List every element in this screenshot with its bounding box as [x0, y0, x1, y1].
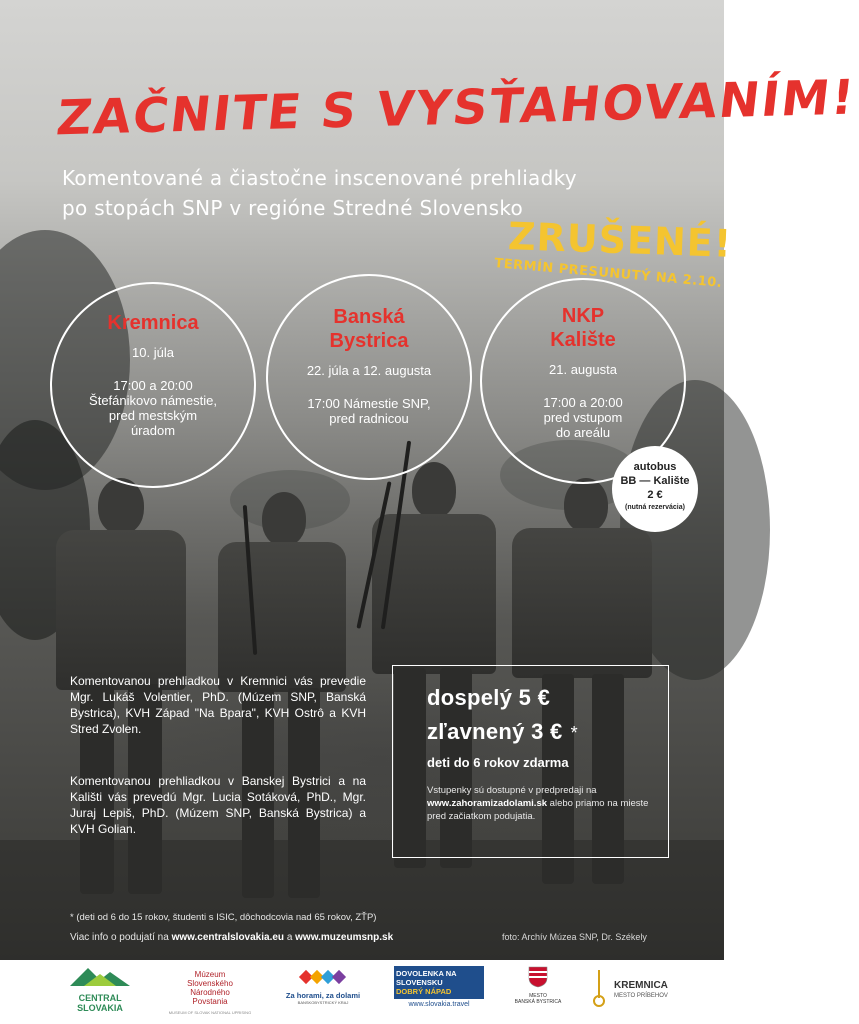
more-info-text: Viac info o podujatí na — [70, 932, 169, 943]
bus-price: 2 € — [647, 489, 663, 501]
logo-dovolenka-url: www.slovakia.travel — [408, 1001, 470, 1008]
logo-dovolenka-1: DOVOLENKA NA — [396, 969, 457, 978]
event-city: NKP — [561, 305, 605, 327]
logo-museum-en: MUSEUM OF SLOVAK NATIONAL UPRISING — [168, 1010, 252, 1015]
logo-mesto-1: MESTO — [529, 993, 547, 999]
subtitle — [62, 163, 702, 223]
subtitle-line-1: Komentované a čiastočne inscenované prehliadky — [62, 166, 577, 190]
logo-museum-4: Povstania — [192, 997, 228, 1006]
coat-of-arms-icon — [528, 966, 548, 988]
event-city: Kremnica — [107, 312, 199, 334]
price-box — [392, 665, 669, 858]
event-circle-banska-bystrica — [266, 274, 472, 480]
mountains-icon — [70, 966, 130, 986]
logo-bar — [0, 960, 724, 1024]
logo-kremnica-2: MESTO PRÍBEHOV — [614, 993, 668, 999]
more-info-and: a — [286, 932, 293, 943]
logo-kremnica-1: KREMNICA — [614, 980, 668, 991]
event-place: pred vstupom — [543, 410, 623, 425]
logo-horami-sub: BANSKOBYSTRICKÝ KRAJ — [297, 1000, 349, 1005]
logo-dovolenka-3: DOBRÝ NÁPAD — [396, 987, 452, 996]
logo-central-b: SLOVAKIA — [77, 1003, 123, 1013]
price-reduced-row — [427, 718, 668, 747]
event-date: 21. augusta — [549, 362, 617, 377]
logo-central-slovakia — [58, 966, 142, 1018]
bus-label: autobus — [633, 461, 677, 473]
event-time: 17:00 a 20:00 — [543, 395, 623, 410]
kremnica-mark-icon — [588, 968, 612, 1008]
headline: ZAČNITE S VYSŤAHOVANÍM! — [53, 69, 859, 147]
event-time: 17:00 a 20:00 — [113, 378, 193, 393]
bus-badge — [612, 446, 698, 532]
asterisk: * — [570, 723, 578, 743]
logo-museum-2: Slovenského — [187, 979, 233, 988]
logo-dovolenka — [394, 966, 484, 1018]
event-city: Bystrica — [329, 330, 409, 352]
guide-info-kremnica: Komentovanou prehliadkou v Kremnici vás prevedie Mgr. Lukáš Volentier, PhD. (Múzem SNP, Banská Bystrica), KVH Západ "Na Bpara", KVH Ostrô a KVH Stred Zvolen. — [70, 674, 366, 736]
price-adult: dospelý 5 € — [427, 685, 551, 710]
logo-horami-text: Za horami, za dolami — [285, 991, 361, 1000]
logo-kremnica — [588, 966, 678, 1018]
price-reduced: zľavnený 3 € — [427, 719, 563, 744]
event-city: Banská — [333, 306, 405, 328]
link-centralslovakia[interactable]: www.centralslovakia.eu — [171, 932, 285, 943]
rescheduled-label: TERMÍN PRESUNUTÝ NA 2.10. — [493, 256, 723, 291]
event-place: do areálu — [555, 425, 611, 440]
crosses-icon — [301, 966, 345, 986]
event-place: pred mestským — [108, 408, 198, 423]
cancelled-label: ZRUŠENÉ! — [507, 214, 733, 266]
event-date: 10. júla — [132, 345, 174, 360]
logo-muzeum-snp — [160, 966, 260, 1022]
footnote: * (deti od 6 do 15 rokov, študenti s ISIC, dôchodcovia nad 65 rokov, ZŤP) — [70, 912, 377, 923]
logo-museum-3: Národného — [190, 988, 230, 997]
price-kids: deti do 6 rokov zdarma — [427, 755, 569, 770]
ticket-info-text: Vstupenky sú dostupné v predpredaji na — [427, 785, 597, 796]
logo-za-horami — [278, 966, 368, 1018]
logo-museum-1: Múzeum — [194, 970, 226, 979]
bus-route: BB — Kalište — [620, 475, 690, 487]
more-info — [70, 932, 393, 943]
event-city: Kalište — [550, 329, 616, 351]
photo-credit: foto: Archív Múzea SNP, Dr. Székely — [502, 932, 647, 942]
event-place: pred radnicou — [329, 411, 409, 426]
ticket-info-text-2: alebo priamo na mieste pred začiatkom podujatia. — [427, 798, 649, 822]
event-place: Štefánikovo námestie, — [89, 393, 217, 408]
logo-dovolenka-2: SLOVENSKU — [396, 978, 443, 987]
event-time: 17:00 Námestie SNP, — [307, 396, 431, 411]
logo-central-a: CENTRAL — [78, 993, 122, 1003]
logo-mesto-2: BANSKÁ BYSTRICA — [514, 999, 562, 1005]
ticket-link[interactable]: www.zahoramizadolami.sk — [427, 798, 548, 809]
ticket-info — [427, 784, 657, 823]
event-circle-kremnica — [50, 282, 256, 488]
guide-info-bystrica-kaliste: Komentovanou prehliadkou v Banskej Bystrici a na Kališti vás prevedú Mgr. Lucia Sotáková, PhD., Mgr. Juraj Lepiš, PhD. (Múzem SNP, Banská Bystrica) a KVH Golian. — [70, 774, 366, 836]
subtitle-line-2: po stopách SNP v regióne Stredné Slovensko — [62, 196, 524, 220]
bus-note: (nutná rezervácia) — [625, 504, 685, 511]
logo-mesto-bb — [508, 966, 568, 1018]
event-place: úradom — [130, 423, 176, 438]
link-muzeumsnp[interactable]: www.muzeumsnp.sk — [295, 932, 394, 943]
event-date: 22. júla a 12. augusta — [306, 363, 432, 378]
